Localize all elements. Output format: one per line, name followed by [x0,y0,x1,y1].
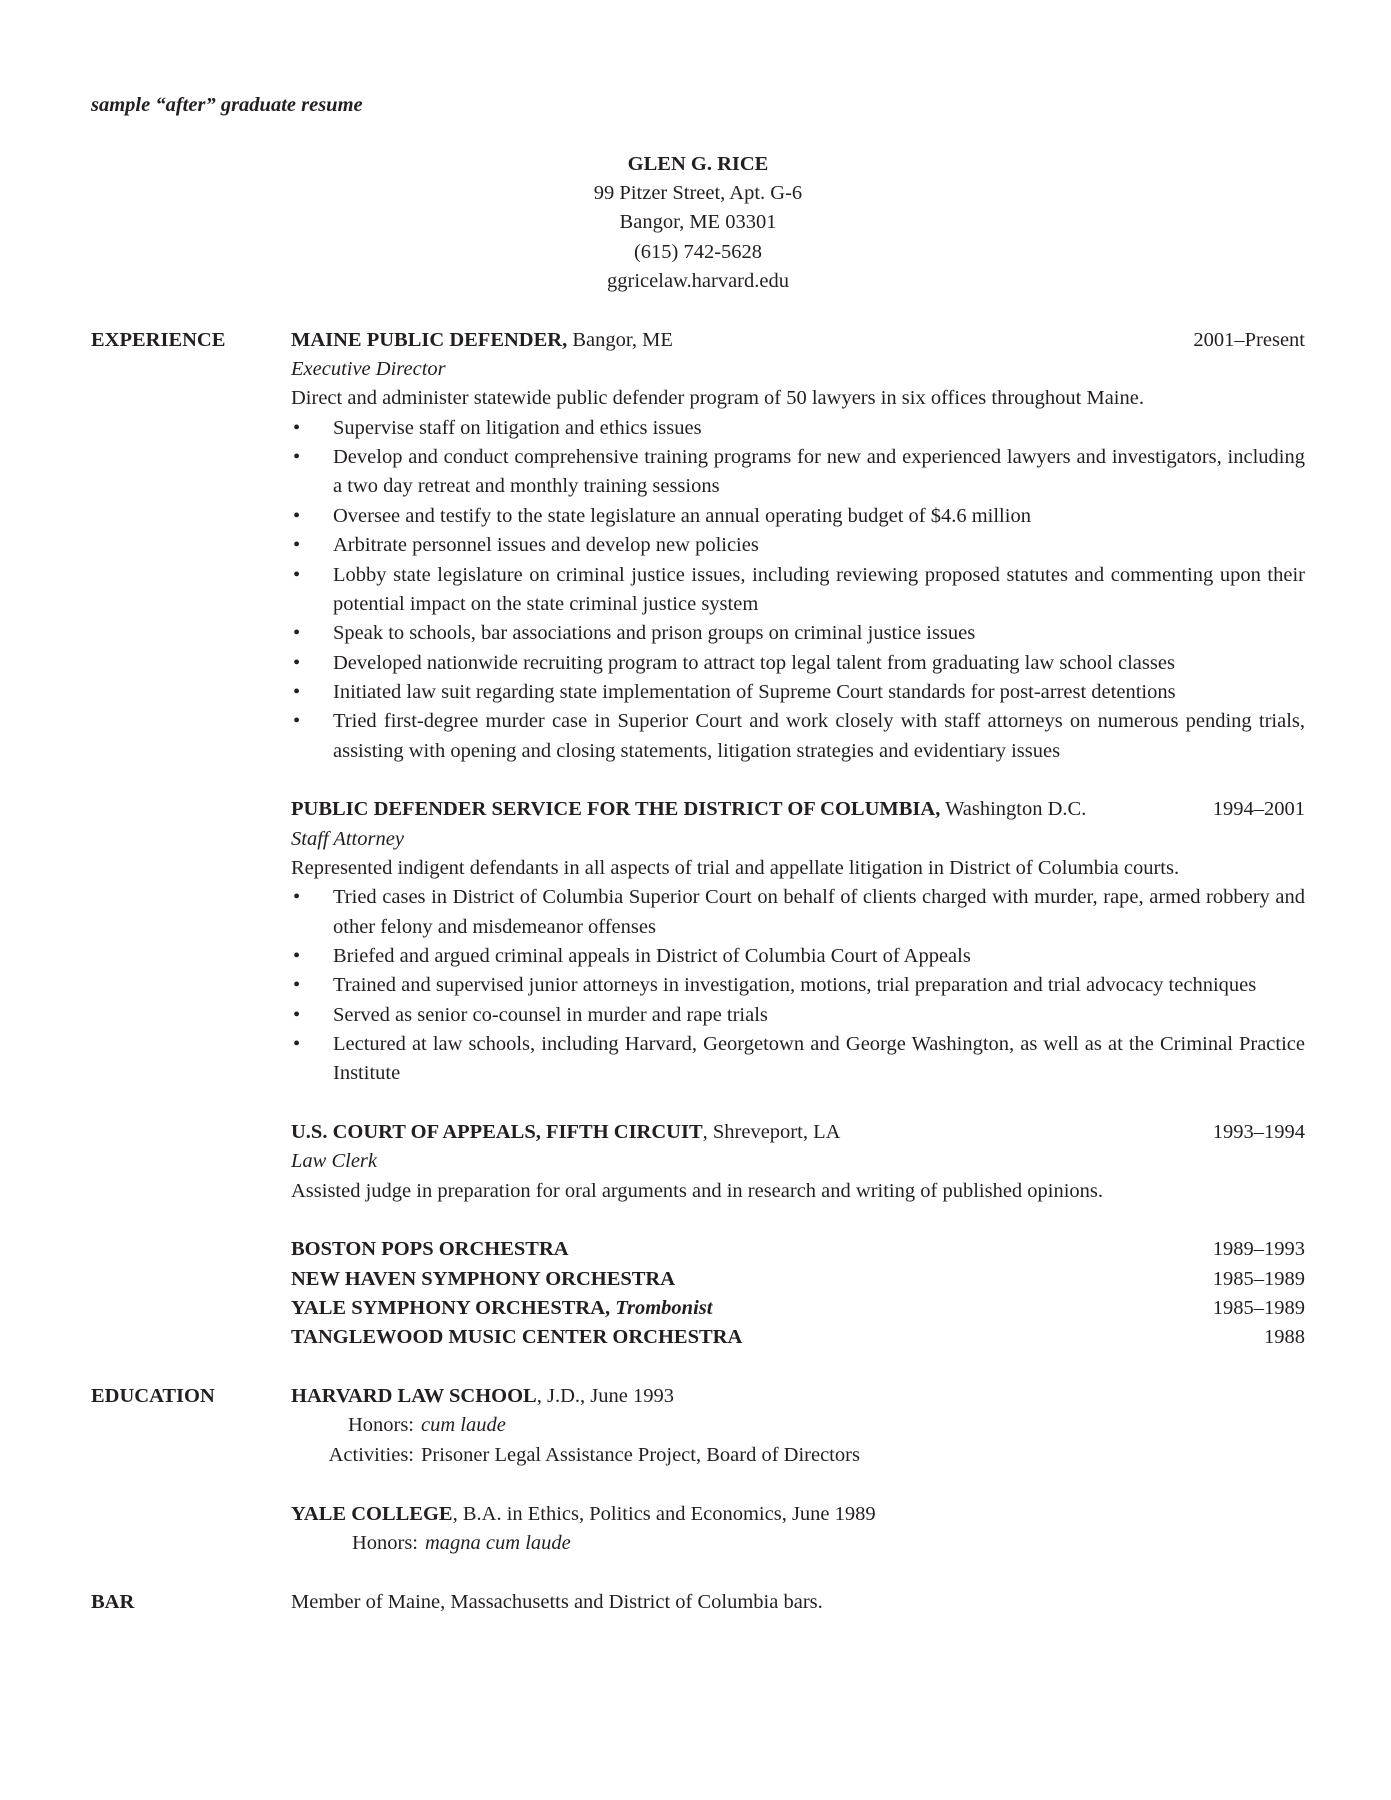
bullet-icon: • [293,416,301,439]
job-org: PUBLIC DEFENDER SERVICE FOR THE DISTRICT OF COLUMBIA, [291,798,941,821]
bullet-text: Briefed and argued criminal appeals in District of Columbia Court of Appeals [333,944,971,967]
orchestra-entry [291,1323,1305,1352]
bullet-item [291,1001,1305,1030]
experience-section [91,326,1305,1353]
bullet-item [291,942,1305,971]
orchestra-dates: 1985–1989 [1212,1267,1305,1290]
job-summary: Direct and administer statewide public defender program of 50 lawyers in six offices throughout Maine. [291,387,1144,410]
school-degree: , J.D., June 1993 [536,1385,674,1408]
bullet-item [291,502,1305,531]
bullet-text: Initiated law suit regarding state implementation of Supreme Court standards for post-arrest detentions [333,680,1176,703]
job-dates: 1994–2001 [1212,798,1305,821]
orchestra-name: BOSTON POPS ORCHESTRA [291,1238,569,1261]
bullet-icon: • [293,446,301,469]
job-location: Washington D.C. [940,798,1087,821]
bullet-item [291,443,1305,502]
job-summary: Assisted judge in preparation for oral arguments and in research and writing of published opinions. [291,1179,1104,1202]
bullet-text: Tried first-degree murder case in Superior Court and work closely with staff attorneys on numerous pending trials, assisting with opening and closing statements, litigation strategies and evidentiary issues [333,710,1305,762]
school-entry [291,1500,1305,1529]
orchestra-dates: 1985–1989 [1212,1297,1305,1320]
resume-page [91,91,1305,1617]
bullet-icon: • [293,944,301,967]
job-entry [291,326,1305,766]
bullet-text: Speak to schools, bar associations and prison groups on criminal justice issues [333,622,976,645]
job-title: Law Clerk [291,1150,377,1173]
bullet-item [291,619,1305,648]
education-section [91,1382,1305,1558]
job-location: Bangor, ME [567,328,673,351]
orchestra-role: Trombonist [615,1297,713,1320]
address-line-2: Bangor, ME 03301 [619,211,777,234]
bullet-text: Served as senior co-counsel in murder and rape trials [333,1003,768,1026]
bullet-icon: • [293,886,301,909]
honors-row [291,1411,1305,1440]
bullet-item [291,1030,1305,1089]
phone: (615) 742-5628 [633,240,763,263]
bullet-icon: • [293,1003,301,1026]
honors-value: magna cum laude [425,1531,571,1554]
job-location: , Shreveport, LA [702,1121,841,1144]
section-label-experience: EXPERIENCE [91,328,226,351]
job-dates: 1993–1994 [1212,1121,1305,1144]
job-dates: 2001–Present [1193,328,1305,351]
address-line-1: 99 Pitzer Street, Apt. G-6 [593,182,803,205]
bullet-text: Trained and supervised junior attorneys in investigation, motions, trial preparation and trial advocacy techniques [333,974,1257,997]
bullet-text: Arbitrate personnel issues and develop new policies [333,534,759,557]
school-entry [291,1382,1305,1411]
bullet-icon: • [293,680,301,703]
bullet-icon: • [293,534,301,557]
bullet-icon: • [293,974,301,997]
bullet-icon: • [293,651,301,674]
bullet-item [291,414,1305,443]
bullet-icon: • [293,622,301,645]
bullet-text: Develop and conduct comprehensive training programs for new and experienced lawyers and investigators, including a two day retreat and monthly training sessions [333,446,1305,498]
bullet-icon: • [293,563,301,586]
bullet-text: Developed nationwide recruiting program to attract top legal talent from graduating law school classes [333,651,1175,674]
bullet-item [291,883,1305,942]
activities-row [291,1441,1305,1470]
bullet-item [291,678,1305,707]
bullet-text: Supervise staff on litigation and ethics issues [333,416,702,439]
bullet-item [291,971,1305,1000]
job-bullets [291,883,1305,1088]
bullet-item [291,707,1305,766]
bullet-icon: • [293,710,301,733]
bullet-item [291,561,1305,620]
orchestra-dates: 1989–1993 [1212,1238,1305,1261]
school-degree: , B.A. in Ethics, Politics and Economics, June 1989 [452,1502,876,1525]
bullet-item [291,531,1305,560]
job-header [291,326,1305,355]
bullet-text: Lobby state legislature on criminal justice issues, including reviewing proposed statutes and commenting upon their potential impact on the state criminal justice system [333,563,1305,615]
contact-block [91,150,1305,297]
honors-value: cum laude [421,1414,506,1437]
bar-text: Member of Maine, Massachusetts and District of Columbia bars. [291,1590,823,1613]
school-name: HARVARD LAW SCHOOL [291,1385,537,1408]
orchestra-name: TANGLEWOOD MUSIC CENTER ORCHESTRA [291,1326,743,1349]
job-title: Executive Director [291,358,446,381]
honors-row [291,1529,1305,1558]
orchestra-name: YALE SYMPHONY ORCHESTRA, [291,1297,616,1320]
bullet-item [291,649,1305,678]
job-bullets [291,414,1305,766]
section-label-education: EDUCATION [91,1385,215,1408]
orchestra-dates: 1988 [1264,1326,1305,1349]
job-entry [291,1118,1305,1206]
email: ggricelaw.harvard.edu [607,270,789,293]
orchestra-entry [291,1235,1305,1264]
activities-label: Activities: [328,1443,414,1466]
bullet-text: Tried cases in District of Columbia Superior Court on behalf of clients charged with murder, rape, armed robbery and other felony and misdemeanor offenses [333,886,1305,938]
honors-label: Honors: [351,1531,418,1554]
activities-value: Prisoner Legal Assistance Project, Board of Directors [421,1443,860,1466]
section-label-bar: BAR [91,1590,135,1613]
orchestra-entry [291,1294,1305,1323]
job-header [291,1118,1305,1147]
orchestra-entry [291,1265,1305,1294]
job-org: MAINE PUBLIC DEFENDER, [291,328,568,351]
bullet-text: Lectured at law schools, including Harvard, Georgetown and George Washington, as well as at the Criminal Practice Institute [333,1033,1305,1085]
header-note: sample “after” graduate resume [91,94,363,116]
orchestra-name: NEW HAVEN SYMPHONY ORCHESTRA [291,1267,676,1290]
bullet-text: Oversee and testify to the state legislature an annual operating budget of $4.6 million [333,504,1031,527]
bar-section [91,1588,1305,1617]
job-org: U.S. COURT OF APPEALS, FIFTH CIRCUIT [291,1121,703,1144]
job-summary: Represented indigent defendants in all aspects of trial and appellate litigation in District of Columbia courts. [291,856,1180,879]
candidate-name: GLEN G. RICE [627,152,769,175]
job-entry [291,795,1305,1088]
school-name: YALE COLLEGE [291,1502,453,1525]
bullet-icon: • [293,504,301,527]
honors-label: Honors: [347,1414,414,1437]
job-header [291,795,1305,824]
job-title: Staff Attorney [291,827,404,850]
bullet-icon: • [293,1033,301,1055]
